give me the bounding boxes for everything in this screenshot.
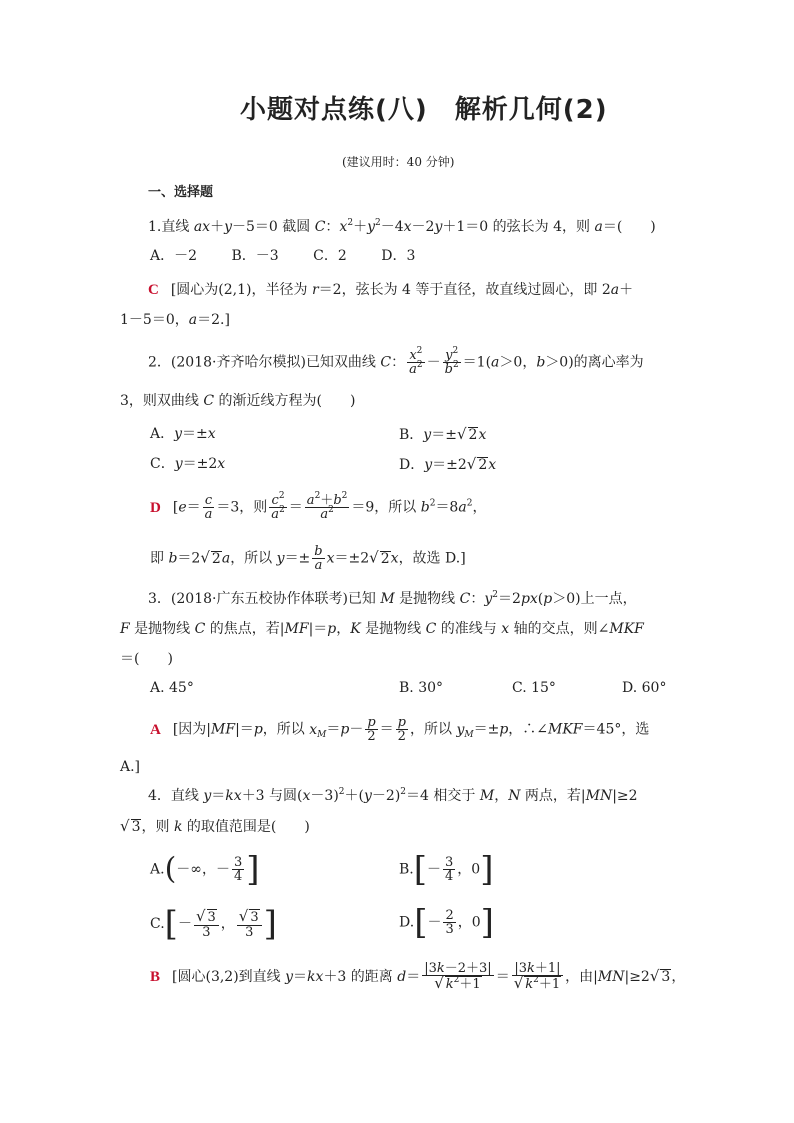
question-1-option-d: D．3 xyxy=(381,248,416,264)
question-3-option-c-row xyxy=(512,678,556,698)
question-4-option-a-row: A.(－∞，－ $\frac{3}{4}$ ] xyxy=(150,849,260,890)
question-3-option-d: D. 60° xyxy=(622,680,667,696)
question-2-stem: 2．(2018·齐齐哈尔模拟)已知双曲线 C： $\frac{x^2}{a^2}$ － $\frac{y^2}{b^2}$ ＝1(a＞0，b＞0)的离心率为 xyxy=(148,346,644,377)
question-4-stem-cont: √ 3，则 k 的取值范围是( ) xyxy=(120,817,310,835)
question-3-answer: A xyxy=(150,721,161,738)
question-3-number: 3． xyxy=(148,591,171,607)
question-2-solution: D [e＝ $\frac{c}{a}$ ＝3，则 $\frac{c^2}{a^2}$ ＝ $\frac{a^2+b^2}{a^2}$ ＝9，所以 $b^2=8a^2$， xyxy=(150,491,487,522)
question-2-source: (2018·齐齐哈尔模拟) xyxy=(170,354,306,371)
question-4-option-d-row: D.[－ $\frac{2}{3}$ ，0] xyxy=(399,902,494,943)
question-1-answer: C xyxy=(148,282,159,298)
question-3-option-b: B. 30° xyxy=(399,680,444,696)
question-2-option-d-row: D．y＝±2√ 2x xyxy=(399,455,497,473)
question-4-stem: 4．直线 y＝kx＋3 与圆$(x-3)^2+(y-2)^2=4$ 相交于 M，N 两点，若|MN|≥2 xyxy=(148,787,638,804)
question-3-option-a-row xyxy=(150,678,194,698)
question-3-solution-cont: A.] xyxy=(120,759,141,775)
question-2-option-b: B． xyxy=(399,427,424,443)
question-3-option-d-row xyxy=(622,678,666,698)
question-4-number: 4． xyxy=(148,788,171,804)
question-4-option-c: C. xyxy=(150,916,165,932)
question-3-stem-cont2: ＝( ) xyxy=(120,651,173,667)
question-2-stem-cont: 3，则双曲线 C 的渐近线方程为( ) xyxy=(120,393,356,409)
question-3-stem: 3．(2018·广东五校协作体联考)已知 M 是抛物线 C：$y^2=2px(p>0)$上一点， xyxy=(148,590,637,607)
question-1-solution-cont: 1－5＝0，a＝2.] xyxy=(120,312,230,328)
question-2-solution-cont: 即 b＝2√ 2a，所以 y＝± $\frac{b}{a}$ x＝±2√ 2x，故选 D.] xyxy=(150,544,466,573)
question-2-answer: D xyxy=(150,499,161,516)
question-1-option-c: C．2 xyxy=(313,248,347,264)
question-2-option-a: A． xyxy=(150,426,175,442)
question-2-option-d: D． xyxy=(399,457,425,473)
suggested-time: (建议用时：40 分钟) xyxy=(342,155,455,169)
question-2-option-c: C． xyxy=(150,456,175,472)
question-4-option-a: A. xyxy=(150,861,165,878)
question-1-solution: C [圆心为(2,1)，半径为 r＝2，弦长为 4 等于直径，故直线过圆心，即 2a＋ xyxy=(148,282,634,298)
question-1-stem: 1.直线 ax＋y－5＝0 截圆 C：$x^2+y^2-4x-2y+1=0$ 的弦长为 4，则 a＝( ) xyxy=(148,218,656,235)
question-3-source: (2018·广东五校协作体联考) xyxy=(170,591,348,607)
page-title: 小题对点练(八) 解析几何(2) xyxy=(240,95,608,125)
question-3-option-a: A. 45° xyxy=(150,680,194,696)
question-4-answer: B xyxy=(150,969,161,985)
question-4-option-d: D. xyxy=(399,914,415,931)
question-4-option-b: B. xyxy=(399,861,414,878)
question-2-option-c-row: C．y＝±2x xyxy=(150,456,226,472)
question-1-options xyxy=(150,246,415,266)
question-3-option-b-row xyxy=(399,678,443,698)
question-1-option-b: B．－3 xyxy=(231,248,279,264)
question-2-number: 2． xyxy=(148,354,171,371)
question-2-option-b-row: B．y＝±√ 2x xyxy=(399,425,487,443)
question-3-option-c: C. 15° xyxy=(512,680,556,696)
question-4-option-b-row: B.[－ $\frac{3}{4}$ ，0] xyxy=(399,849,494,890)
question-3-stem-cont: F 是抛物线 C 的焦点，若|MF|＝p，K 是抛物线 C 的准线与 x 轴的交点，则∠MKF xyxy=(120,621,644,637)
question-4-solution: B [圆心(3,2)到直线 y＝kx＋3 的距离 d＝ $\frac{|3k-2+3|}{√ k^2+1}$ ＝ $\frac{|3k+1|}{√ k^2+1}$ ，由|MN|≥2√ 3， xyxy=(150,961,686,992)
question-1-option-a: A．－2 xyxy=(150,248,198,264)
question-4-option-c-row: C.[－ $\frac{√ 3}{3}$ ， $\frac{√ 3}{3}$ ] xyxy=(150,904,277,944)
question-3-solution: A [因为|MF|＝p，所以 $x_M=p-$ $\frac{p}{2}$ ＝ $\frac{p}{2}$ ，所以 $y_M=\pm p$，∴∠MKF＝45°，选 xyxy=(150,715,650,744)
question-2-option-a-row: A．y＝±x xyxy=(150,426,216,442)
question-1-number: 1. xyxy=(148,219,162,235)
section-label: 一、选择题 xyxy=(148,185,214,200)
